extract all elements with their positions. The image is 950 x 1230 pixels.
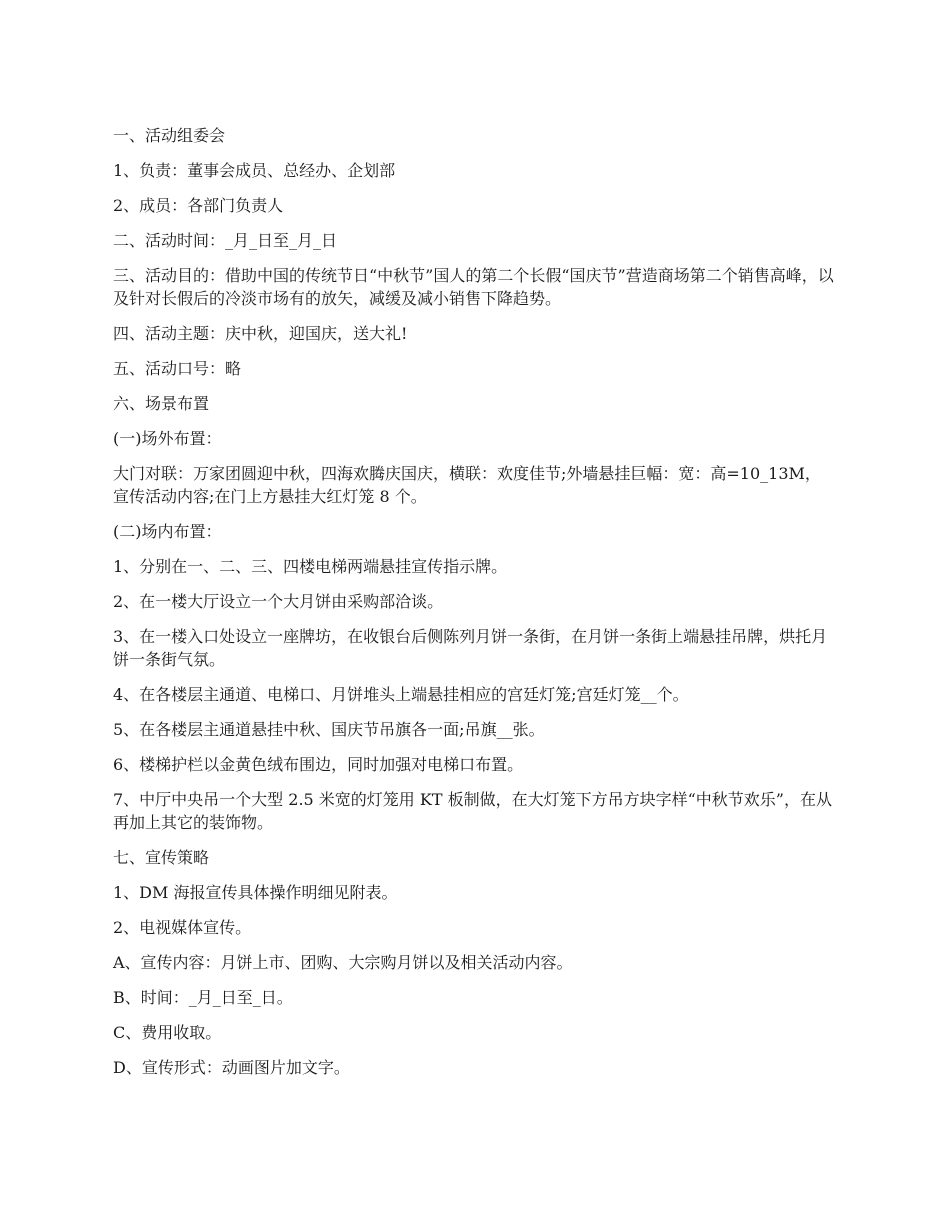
list-item-indoor-1: 1、分别在一、二、三、四楼电梯两端悬挂宣传指示牌。 bbox=[113, 557, 508, 576]
heading-scene-layout: 六、场景布置 bbox=[113, 394, 210, 413]
list-item-indoor-3: 3、在一楼入口处设立一座牌坊，在收银台后侧陈列月饼一条街，在月饼一条街上端悬挂吊牌，烘托月饼一条街气氛。 bbox=[113, 627, 828, 669]
list-item-indoor-7: 7、中厅中央吊一个大型 2.5 米宽的灯笼用 KT 板制做，在大灯笼下方吊方块字样“中秋节欢乐”，在从再加上其它的装饰物。 bbox=[113, 790, 832, 832]
heading-activity-theme: 四、活动主题：庆中秋，迎国庆，送大礼! bbox=[113, 324, 408, 343]
list-item-publicity-d: D、宣传形式：动画图片加文字。 bbox=[113, 1058, 350, 1077]
paragraph-activity-purpose: 三、活动目的：借助中国的传统节日“中秋节”国人的第二个长假“国庆节”营造商场第二个销售高峰，以及针对长假后的冷淡市场有的放矢，减缓及减小销售下降趋势。 bbox=[113, 266, 834, 308]
list-item-publicity-2: 2、电视媒体宣传。 bbox=[113, 918, 252, 937]
subheading-indoor-layout: (二)场内布置： bbox=[113, 522, 222, 541]
list-item-indoor-4: 4、在各楼层主通道、电梯口、月饼堆头上端悬挂相应的宫廷灯笼;宫廷灯笼__个。 bbox=[113, 685, 689, 704]
list-item-publicity-b: B、时间：_月_日至_日。 bbox=[113, 988, 293, 1007]
list-item-responsible: 1、负责：董事会成员、总经办、企划部 bbox=[113, 161, 396, 180]
document-page bbox=[113, 124, 835, 1091]
list-item-indoor-5: 5、在各楼层主通道悬挂中秋、国庆节吊旗各一面;吊旗__张。 bbox=[113, 720, 545, 739]
subheading-outdoor-layout: (一)场外布置： bbox=[113, 429, 222, 448]
list-item-publicity-a: A、宣传内容：月饼上市、团购、大宗购月饼以及相关活动内容。 bbox=[113, 953, 573, 972]
paragraph-outdoor-details: 大门对联：万家团圆迎中秋，四海欢腾庆国庆，横联：欢度佳节;外墙悬挂巨幅：宽：高=10_13M，宣传活动内容;在门上方悬挂大红灯笼 8 个。 bbox=[113, 464, 821, 506]
list-item-indoor-6: 6、楼梯护栏以金黄色绒布围边，同时加强对电梯口布置。 bbox=[113, 755, 524, 774]
list-item-publicity-c: C、费用收取。 bbox=[113, 1023, 222, 1042]
heading-activity-slogan: 五、活动口号：略 bbox=[113, 359, 242, 378]
heading-publicity-strategy: 七、宣传策略 bbox=[113, 848, 210, 867]
list-item-members: 2、成员：各部门负责人 bbox=[113, 196, 284, 215]
list-item-indoor-2: 2、在一楼大厅设立一个大月饼由采购部洽谈。 bbox=[113, 592, 444, 611]
heading-activity-time: 二、活动时间：_月_日至_月_日 bbox=[113, 231, 338, 250]
list-item-publicity-1: 1、DM 海报宣传具体操作明细见附表。 bbox=[113, 883, 398, 902]
heading-organizing-committee: 一、活动组委会 bbox=[113, 126, 226, 145]
